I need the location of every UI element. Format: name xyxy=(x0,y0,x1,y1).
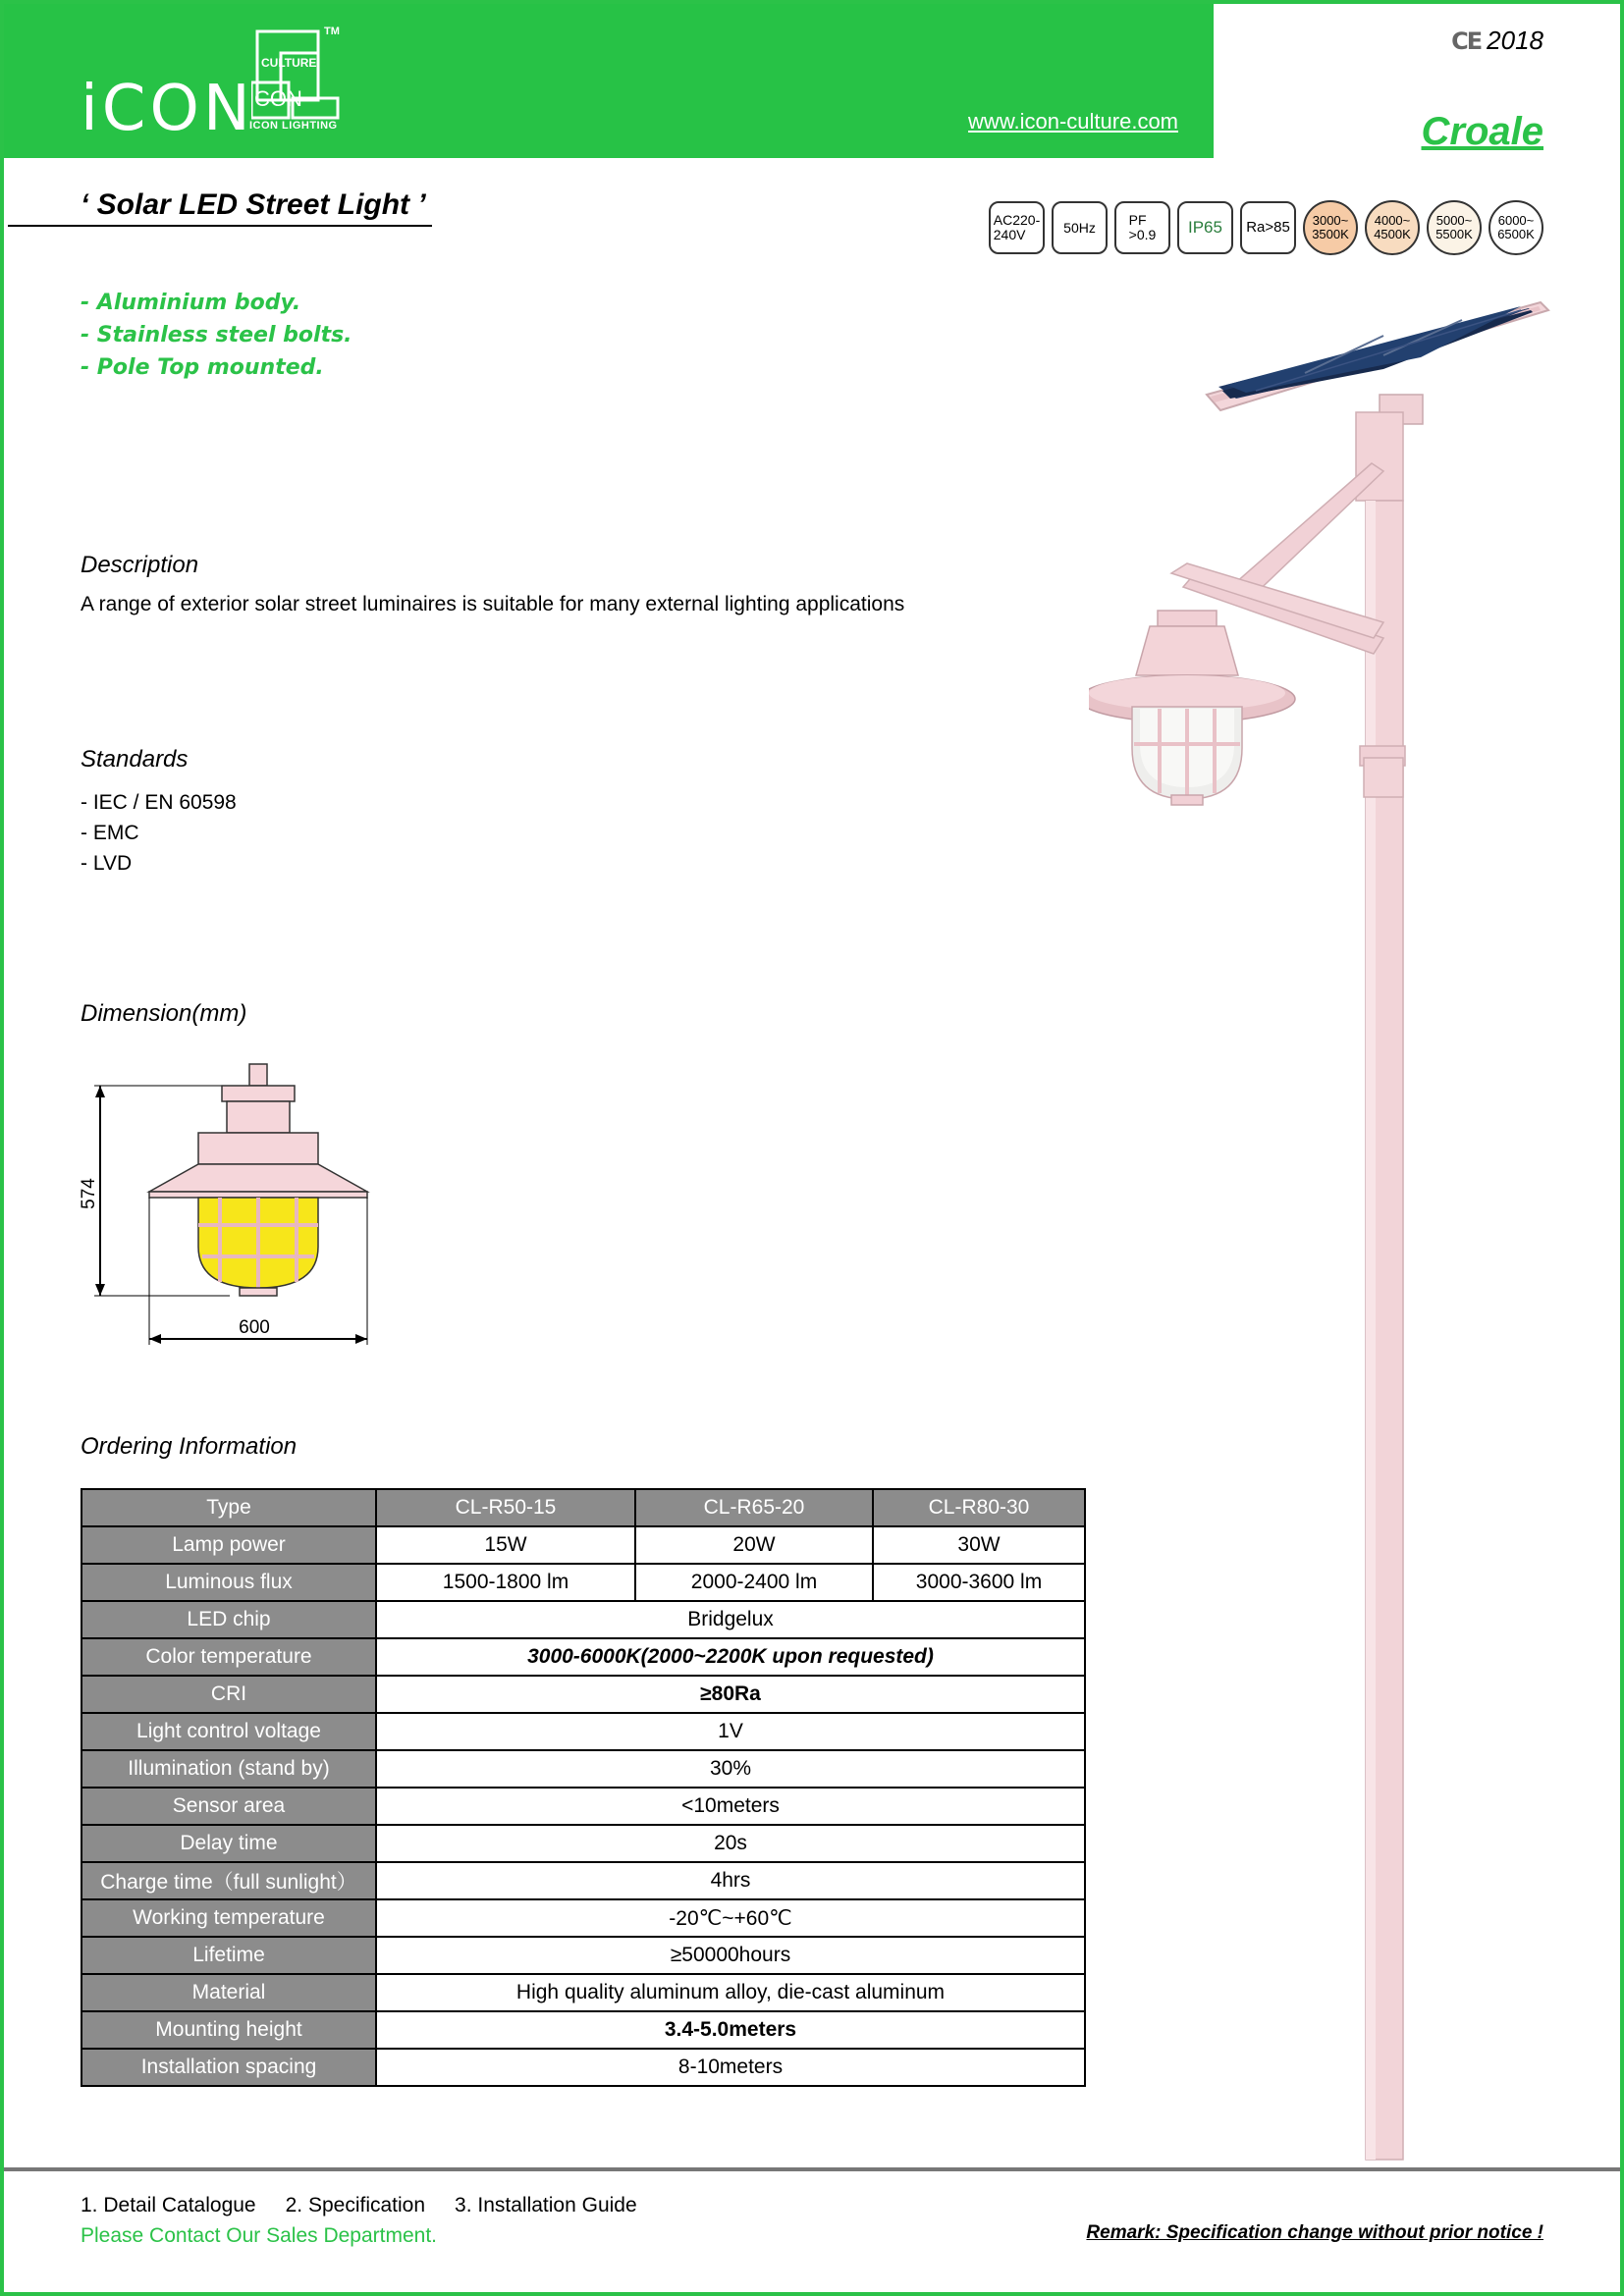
row-value: 2000-2400 lm xyxy=(635,1564,873,1601)
year-text: 2018 xyxy=(1487,26,1543,55)
feature-item: - Pole Top mounted. xyxy=(81,355,324,380)
table-row xyxy=(81,2049,1085,2086)
website-link[interactable]: www.icon-culture.com xyxy=(968,109,1178,133)
standards-list xyxy=(81,787,237,879)
description-heading: Description xyxy=(81,552,199,578)
standard-item: - LVD xyxy=(81,852,133,875)
table-header-cell: CL-R65-20 xyxy=(635,1489,873,1526)
row-value: ≥80Ra xyxy=(376,1676,1085,1713)
row-label: Light control voltage xyxy=(81,1713,376,1750)
description-text: A range of exterior solar street luminaires is suitable for many external lighting applications xyxy=(81,593,905,615)
footer-divider xyxy=(4,2167,1624,2171)
footer-contact: Please Contact Our Sales Department. xyxy=(81,2224,438,2247)
row-value: ≥50000hours xyxy=(376,1937,1085,1974)
table-row xyxy=(81,1937,1085,1974)
standards-heading: Standards xyxy=(81,746,189,773)
footer-links xyxy=(81,2194,637,2217)
badge-ip-rating: IP65 xyxy=(1177,201,1233,254)
table-row xyxy=(81,2011,1085,2049)
row-value: 30% xyxy=(376,1750,1085,1788)
spec-badges xyxy=(989,200,1543,255)
row-label: Lamp power xyxy=(81,1526,376,1564)
ordering-heading: Ordering Information xyxy=(81,1433,298,1460)
table-header-cell: CL-R50-15 xyxy=(376,1489,635,1526)
table-row xyxy=(81,1788,1085,1825)
row-label: Sensor area xyxy=(81,1788,376,1825)
row-value: 8-10meters xyxy=(376,2049,1085,2086)
cct-badge-4000: 4000~ 4500K xyxy=(1365,200,1420,255)
table-header-cell: Type xyxy=(81,1489,376,1526)
row-value: 4hrs xyxy=(376,1862,1085,1899)
feature-item: - Aluminium body. xyxy=(81,291,301,315)
row-value: -20℃~+60℃ xyxy=(376,1899,1085,1937)
table-row xyxy=(81,1974,1085,2011)
cct-badge-6000: 6000~ 6500K xyxy=(1489,200,1543,255)
logo-caption: ICON LIGHTING xyxy=(249,120,338,132)
table-row xyxy=(81,1564,1085,1601)
row-value: 20s xyxy=(376,1825,1085,1862)
standard-item: - IEC / EN 60598 xyxy=(81,791,237,814)
footer-link-specification[interactable]: 2. Specification xyxy=(285,2194,426,2216)
row-label: Color temperature xyxy=(81,1638,376,1676)
row-label: Mounting height xyxy=(81,2011,376,2049)
footer-remark: Remark: Specification change without prior notice ! xyxy=(1086,2222,1543,2243)
ce-mark-icon: CE xyxy=(1451,27,1482,55)
table-row xyxy=(81,1676,1085,1713)
icon-culture-logo-icon xyxy=(251,24,340,122)
footer-link-catalogue[interactable]: 1. Detail Catalogue xyxy=(81,2194,256,2216)
footer-link-installation[interactable]: 3. Installation Guide xyxy=(455,2194,637,2216)
row-value: High quality aluminum alloy, die-cast aluminum xyxy=(376,1974,1085,2011)
row-label: CRI xyxy=(81,1676,376,1713)
standard-item: - EMC xyxy=(81,822,139,844)
row-value: 3000-3600 lm xyxy=(873,1564,1085,1601)
dimension-drawing xyxy=(73,1060,387,1355)
feature-list xyxy=(81,287,352,384)
table-row xyxy=(81,1638,1085,1676)
table-row xyxy=(81,1526,1085,1564)
page-title: ‘ Solar LED Street Light ’ xyxy=(81,188,426,221)
row-label: Charge time（full sunlight） xyxy=(81,1862,376,1899)
dimension-heading: Dimension(mm) xyxy=(81,1000,247,1027)
table-row xyxy=(81,1750,1085,1788)
table-header-row xyxy=(81,1489,1085,1526)
badge-cri: Ra>85 xyxy=(1240,201,1296,254)
dimension-height-label: 574 xyxy=(79,1178,99,1209)
row-label: Delay time xyxy=(81,1825,376,1862)
row-label: Material xyxy=(81,1974,376,2011)
model-name: Croale xyxy=(1421,110,1543,153)
row-value: Bridgelux xyxy=(376,1601,1085,1638)
row-value: 30W xyxy=(873,1526,1085,1564)
row-value: 3000-6000K(2000~2200K upon requested) xyxy=(376,1638,1085,1676)
table-header-cell: CL-R80-30 xyxy=(873,1489,1085,1526)
row-label: Lifetime xyxy=(81,1937,376,1974)
cct-badge-3000: 3000~ 3500K xyxy=(1303,200,1358,255)
table-row xyxy=(81,1862,1085,1899)
badge-frequency: 50Hz xyxy=(1052,201,1108,254)
logo-culture-text: CULTURE xyxy=(261,56,317,70)
row-label: Luminous flux xyxy=(81,1564,376,1601)
table-row xyxy=(81,1825,1085,1862)
dimension-width-label: 600 xyxy=(239,1317,270,1338)
row-value: 20W xyxy=(635,1526,873,1564)
table-row xyxy=(81,1601,1085,1638)
badge-voltage: AC220- 240V xyxy=(989,201,1045,254)
row-value: 1500-1800 lm xyxy=(376,1564,635,1601)
row-label: LED chip xyxy=(81,1601,376,1638)
trademark-symbol: TM xyxy=(324,26,340,37)
row-value: 15W xyxy=(376,1526,635,1564)
header-band xyxy=(4,4,1214,158)
row-value: 1V xyxy=(376,1713,1085,1750)
row-value: <10meters xyxy=(376,1788,1085,1825)
ordering-table xyxy=(81,1488,1086,2087)
row-value: 3.4-5.0meters xyxy=(376,2011,1085,2049)
row-label: Working temperature xyxy=(81,1899,376,1937)
ce-year-label xyxy=(1451,26,1543,56)
badge-power-factor: PF >0.9 xyxy=(1114,201,1170,254)
table-row xyxy=(81,1899,1085,1937)
title-underline xyxy=(8,225,432,227)
feature-item: - Stainless steel bolts. xyxy=(81,323,352,347)
cct-badge-5000: 5000~ 5500K xyxy=(1427,200,1482,255)
row-label: Illumination (stand by) xyxy=(81,1750,376,1788)
table-row xyxy=(81,1713,1085,1750)
brand-wordmark: iCON xyxy=(81,73,254,145)
solar-street-light-image xyxy=(1089,296,1550,2167)
row-label: Installation spacing xyxy=(81,2049,376,2086)
logo-con-text: CON xyxy=(254,86,302,111)
